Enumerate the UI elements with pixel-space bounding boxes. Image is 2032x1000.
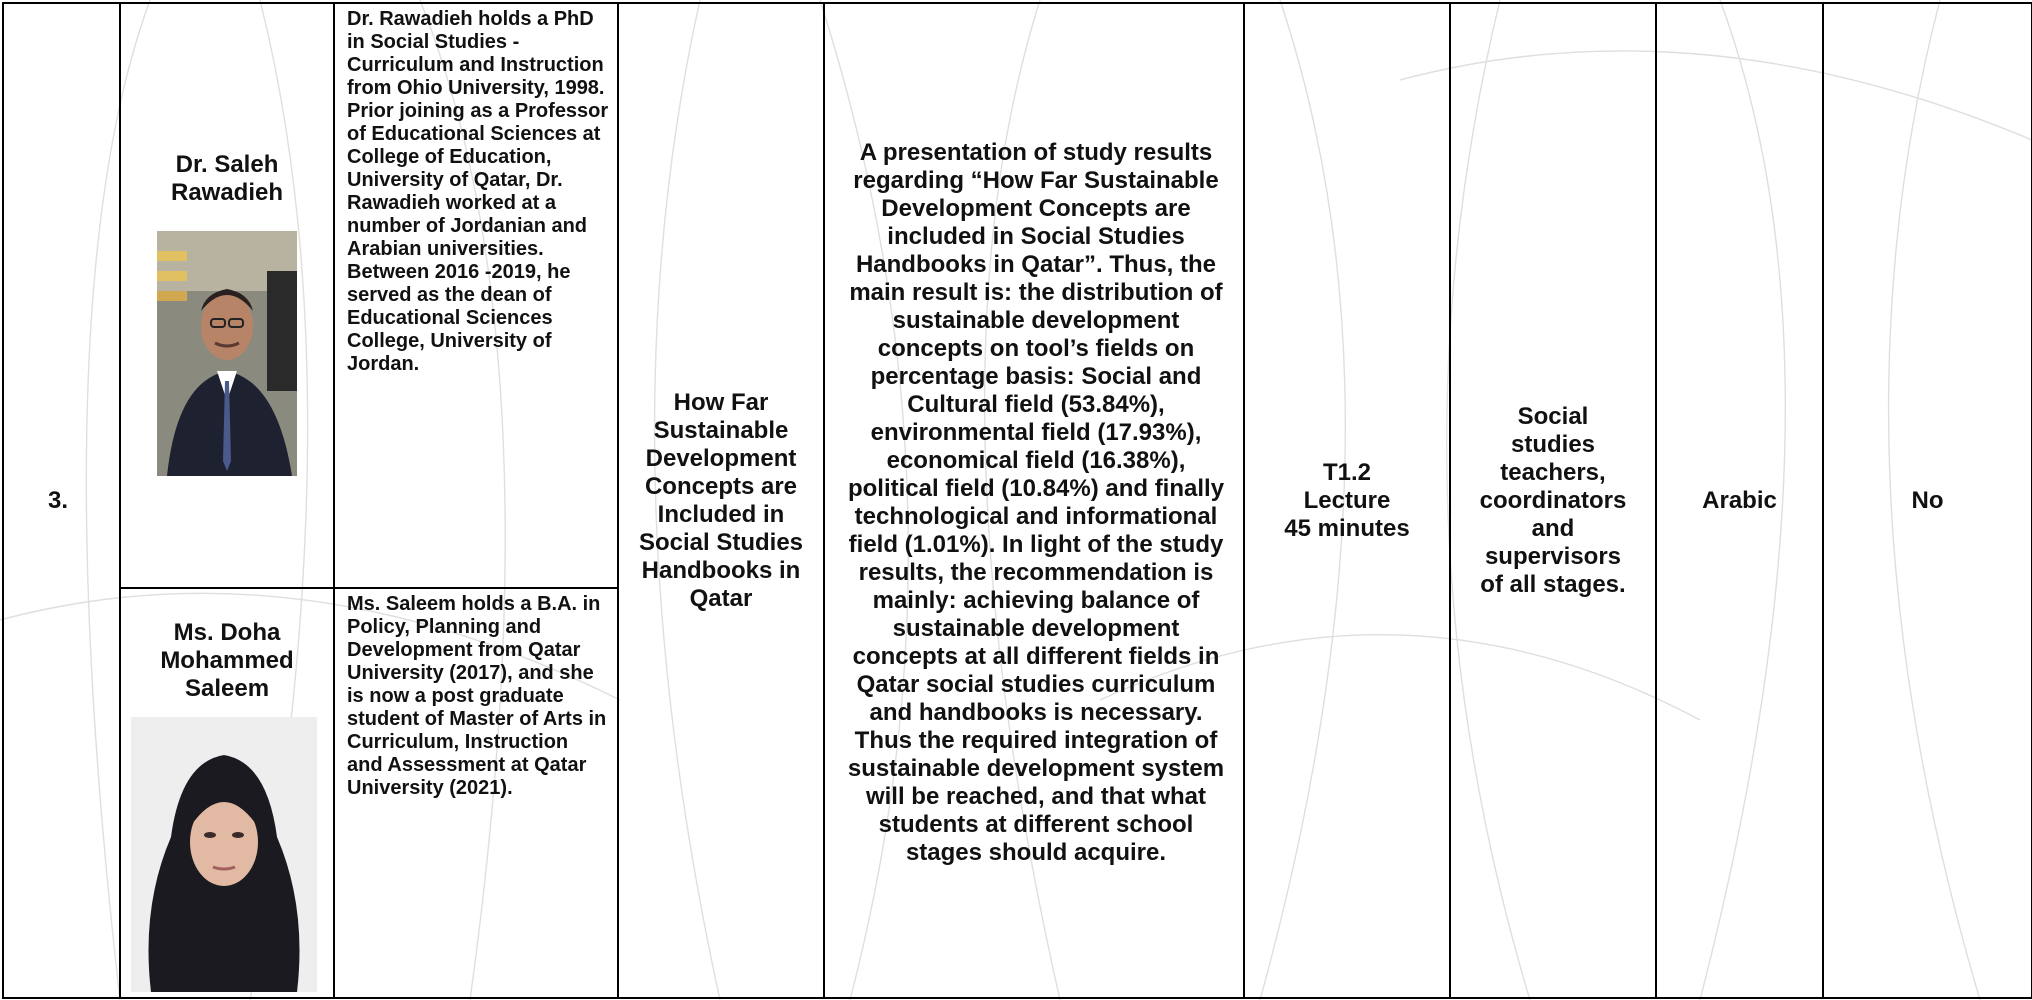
session-language: Arabic	[1656, 3, 1823, 998]
target-audience: Social studies teachers, coordinators and supervisors of all stages.	[1450, 3, 1656, 998]
speaker-cell-2	[120, 588, 334, 998]
row-number: 3.	[3, 3, 120, 998]
speaker-photo-2	[131, 717, 317, 992]
last-column-value: No	[1823, 3, 2032, 998]
session-abstract: A presentation of study results regarding “How Far Sustainable Development Concepts are included in Social Studies Handbooks in Qatar”. Thus, the main result is: the distribution of sustainable development concepts on tool’s fields on percentage basis: Social and Cultural field (53.84%), environmental field (17.93%), economical field (16.38%), political field (10.84%) and finally technological and informational field (1.01%). In light of the study results, the recommendation is mainly: achieving balance of sustainable development concepts at all different fields in Qatar social studies curriculum and handbooks is necessary. Thus the required integration of sustainable development system will be reached, and that what students at different school stages should acquire.	[824, 3, 1244, 998]
session-title: How Far Sustainable Development Concepts are Included in Social Studies Handbooks in Qatar	[618, 3, 824, 998]
program-table	[2, 2, 2032, 999]
session-type: Lecture	[1303, 486, 1391, 514]
speaker-bio-2: Ms. Saleem holds a B.A. in Policy, Planning and Development from Qatar University (2017), and she is now a post graduate student of Master of Arts in Curriculum, Instruction and Assessment at Qatar University (2021).	[334, 588, 618, 998]
session-duration: 45 minutes	[1284, 514, 1410, 542]
program-row	[3, 3, 2032, 588]
speaker-cell-1	[120, 3, 334, 588]
session-info	[1244, 3, 1450, 998]
speaker-bio-1: Dr. Rawadieh holds a PhD in Social Studies - Curriculum and Instruction from Ohio University, 1998. Prior joining as a Professor of Educational Sciences at College of Education, University of Qatar, Dr. Rawadieh worked at a number of Jordanian and Arabian universities. Between 2016 -2019, he served as the dean of Educational Sciences College, University of Jordan.	[334, 3, 618, 588]
speaker-photo-1	[157, 231, 297, 476]
session-code: T1.2	[1322, 458, 1372, 486]
speaker-name-2: Ms. Doha Mohammed Saleem	[160, 619, 294, 702]
speaker-name-1: Dr. Saleh Rawadieh	[170, 151, 284, 206]
